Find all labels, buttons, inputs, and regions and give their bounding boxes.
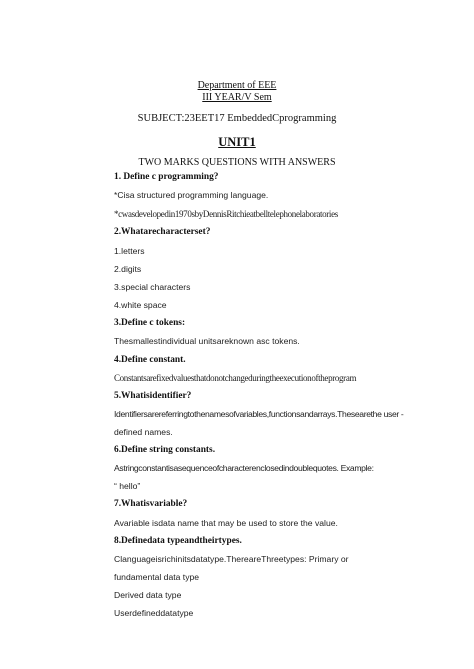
answer-2-line-2: 2.digits <box>114 264 142 274</box>
question-4: 4.Define constant. <box>114 355 186 365</box>
section-title: TWO MARKS QUESTIONS WITH ANSWERS <box>138 157 336 168</box>
answer-5-line-2: defined names. <box>114 427 173 437</box>
answer-2-line-4: 4.white space <box>114 300 167 310</box>
answer-5-line-1: Identifiersarereferringtothenamesofvariables,functionsandarrays.Thesearethe user - <box>114 409 404 419</box>
answer-8-line-1: Clanguageisrichinitsdatatype.ThereareThreetypes: Primary or <box>114 554 349 564</box>
answer-8-line-3: Derived data type <box>114 590 182 600</box>
answer-2-line-3: 3.special characters <box>114 282 191 292</box>
subject-heading: SUBJECT:23EET17 EmbeddedCprogramming <box>137 113 337 124</box>
answer-3-line-1: Thesmallestindividual unitsareknown asc tokens. <box>114 336 300 346</box>
answer-2-line-1: 1.letters <box>114 246 145 256</box>
question-3: 3.Define c tokens: <box>114 318 186 328</box>
question-7: 7.Whatisvariable? <box>114 499 188 509</box>
question-5: 5.Whatisidentifier? <box>114 391 192 401</box>
department-heading: Department of EEE <box>197 80 277 91</box>
year-heading: III YEAR/V Sem <box>202 92 272 103</box>
answer-8-line-4: Userdefineddatatype <box>114 608 194 618</box>
answer-1-line-2: *cwasdevelopedin1970sbyDennisRitchieatbelltelephonelaboratories <box>114 209 338 219</box>
answer-4-line-1: Constantsarefixedvaluesthatdonotchangeduringtheexecutionoftheprogram <box>114 373 357 383</box>
answer-6-line-2: “ hello” <box>114 481 141 491</box>
question-6: 6.Define string constants. <box>114 445 216 455</box>
answer-7-line-1: Avariable isdata name that may be used to store the value. <box>114 518 338 528</box>
answer-6-line-1: Astringconstantisasequenceofcharacterenclosedindoublequotes. Example: <box>114 463 374 473</box>
question-8: 8.Definedata typeandtheirtypes. <box>114 536 242 546</box>
answer-8-line-2: fundamental data type <box>114 572 200 582</box>
question-2: 2.Whatarecharacterset? <box>114 227 211 237</box>
unit-heading: UNIT1 <box>218 135 256 149</box>
question-1: 1. Define c programming? <box>114 172 219 182</box>
answer-1-line-1: *Cisa structured programming language. <box>114 190 269 200</box>
